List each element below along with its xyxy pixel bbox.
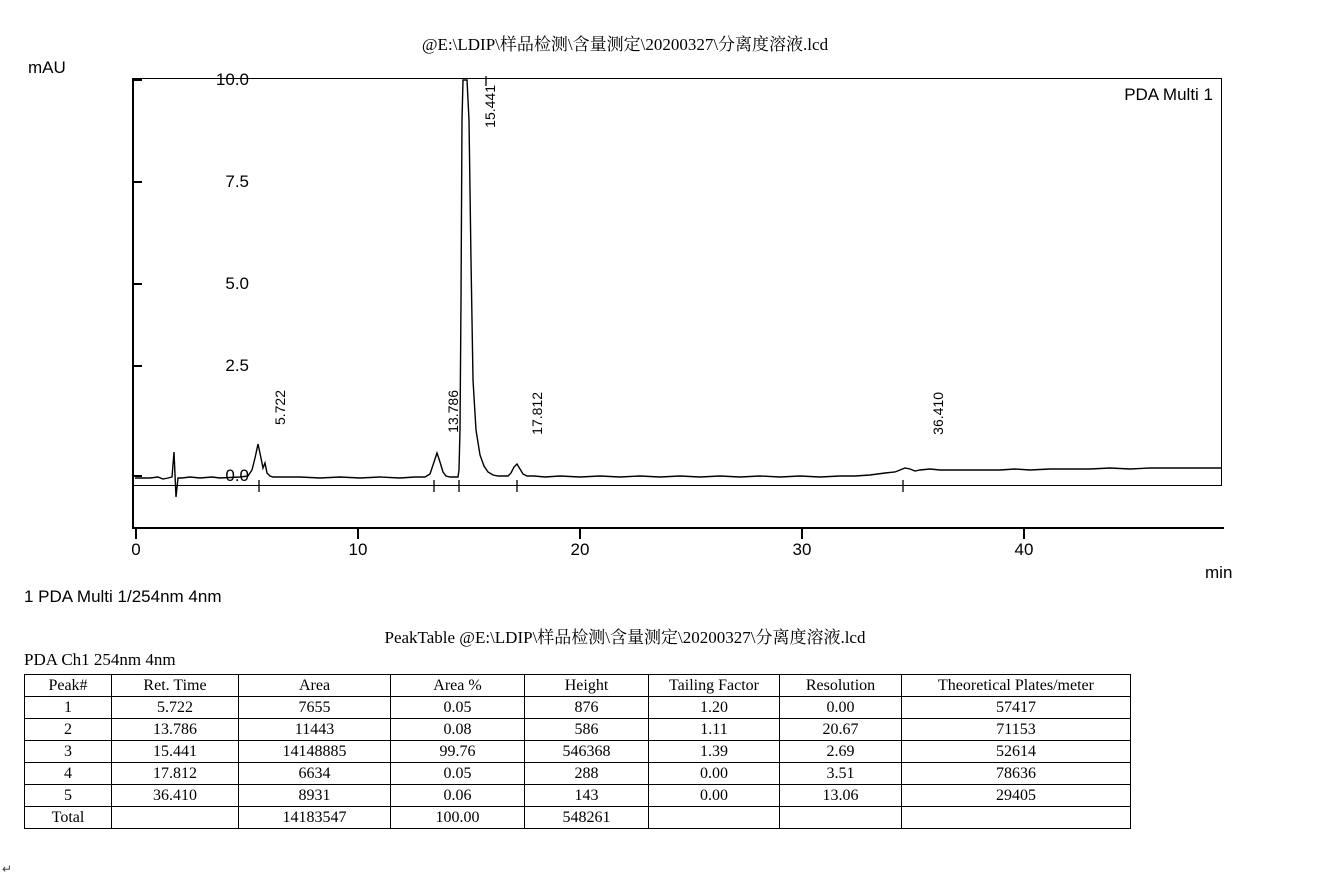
cell-peak: 1: [25, 697, 112, 719]
cell-plates: 78636: [902, 763, 1131, 785]
cell-plates: 71153: [902, 719, 1131, 741]
table-row: [25, 741, 1131, 763]
cell-area: 8931: [239, 785, 391, 807]
paragraph-mark: ↵: [2, 862, 13, 876]
cell-resolution: 20.67: [780, 719, 902, 741]
table-row: [25, 719, 1131, 741]
x-tick-label-30: 30: [792, 540, 812, 559]
cell-total-label: Total: [25, 807, 112, 829]
cell-areapct: 0.08: [391, 719, 525, 741]
cell-area: 11443: [239, 719, 391, 741]
cell-tailing: 1.11: [649, 719, 780, 741]
x-axis-unit-label: min: [1205, 563, 1233, 582]
y-tick-label-0: 0.0: [225, 466, 249, 485]
cell-height: 546368: [525, 741, 649, 763]
cell-area: 14148885: [239, 741, 391, 763]
y-tick-label-10: 10.0: [215, 70, 249, 89]
table-row: [25, 697, 1131, 719]
col-header-resolution: Resolution: [780, 675, 902, 697]
cell-peak: 4: [25, 763, 112, 785]
cell-total-area: 14183547: [239, 807, 391, 829]
cell-total-rt: [112, 807, 239, 829]
cell-height: 586: [525, 719, 649, 741]
cell-total-areapct: 100.00: [391, 807, 525, 829]
channel-legend: 1 PDA Multi 1/254nm 4nm: [24, 587, 222, 606]
cell-peak: 2: [25, 719, 112, 741]
cell-tailing: 1.20: [649, 697, 780, 719]
peak-label-3: 15.441: [482, 85, 498, 128]
cell-areapct: 99.76: [391, 741, 525, 763]
cell-plates: 57417: [902, 697, 1131, 719]
chromatogram-title: @E:\LDIP\样品检测\含量测定\20200327\分离度溶液.lcd: [421, 35, 829, 54]
cell-area: 7655: [239, 697, 391, 719]
x-tick-label-0: 0: [131, 540, 141, 559]
cell-areapct: 0.06: [391, 785, 525, 807]
peak-label-2: 13.786: [445, 390, 461, 433]
cell-total-height: 548261: [525, 807, 649, 829]
cell-rt: 36.410: [112, 785, 239, 807]
cell-plates: 52614: [902, 741, 1131, 763]
peak-label-5: 36.410: [930, 392, 946, 435]
cell-areapct: 0.05: [391, 697, 525, 719]
y-tick-label-5: 5.0: [225, 274, 249, 293]
y-axis-unit-label: mAU: [28, 58, 66, 77]
y-tick-label-7.5: 7.5: [225, 172, 249, 191]
table-header-row: [25, 675, 1131, 697]
cell-peak: 5: [25, 785, 112, 807]
cell-total-plates: [902, 807, 1131, 829]
x-tick-label-20: 20: [570, 540, 590, 559]
cell-peak: 3: [25, 741, 112, 763]
cell-height: 288: [525, 763, 649, 785]
cell-total-tailing: [649, 807, 780, 829]
cell-rt: 17.812: [112, 763, 239, 785]
peak-label-4: 17.812: [529, 392, 545, 435]
cell-tailing: 0.00: [649, 763, 780, 785]
x-tick-label-10: 10: [348, 540, 368, 559]
cell-resolution: 2.69: [780, 741, 902, 763]
cell-height: 876: [525, 697, 649, 719]
cell-resolution: 3.51: [780, 763, 902, 785]
cell-resolution: 13.06: [780, 785, 902, 807]
table-row: [25, 785, 1131, 807]
col-header-rettime: Ret. Time: [112, 675, 239, 697]
cell-rt: 13.786: [112, 719, 239, 741]
peak-label-1: 5.722: [272, 390, 288, 426]
col-header-peak: Peak#: [25, 675, 112, 697]
table-total-row: [25, 807, 1131, 829]
col-header-plates: Theoretical Plates/meter: [902, 675, 1131, 697]
peak-table-title: PeakTable @E:\LDIP\样品检测\含量测定\20200327\分离度溶液.lcd: [384, 628, 866, 647]
cell-area: 6634: [239, 763, 391, 785]
col-header-areapct: Area %: [391, 675, 525, 697]
table-row: [25, 763, 1131, 785]
cell-areapct: 0.05: [391, 763, 525, 785]
y-tick-label-2.5: 2.5: [225, 356, 249, 375]
cell-total-resolution: [780, 807, 902, 829]
cell-rt: 15.441: [112, 741, 239, 763]
channel-label: PDA Multi 1: [1124, 85, 1213, 104]
col-header-tailing: Tailing Factor: [649, 675, 780, 697]
col-header-area: Area: [239, 675, 391, 697]
col-header-height: Height: [525, 675, 649, 697]
cell-rt: 5.722: [112, 697, 239, 719]
cell-resolution: 0.00: [780, 697, 902, 719]
cell-tailing: 0.00: [649, 785, 780, 807]
cell-plates: 29405: [902, 785, 1131, 807]
x-tick-label-40: 40: [1014, 540, 1034, 559]
peak-table: [24, 674, 1131, 829]
cell-tailing: 1.39: [649, 741, 780, 763]
cell-height: 143: [525, 785, 649, 807]
peak-table-subtitle: PDA Ch1 254nm 4nm: [24, 650, 176, 669]
